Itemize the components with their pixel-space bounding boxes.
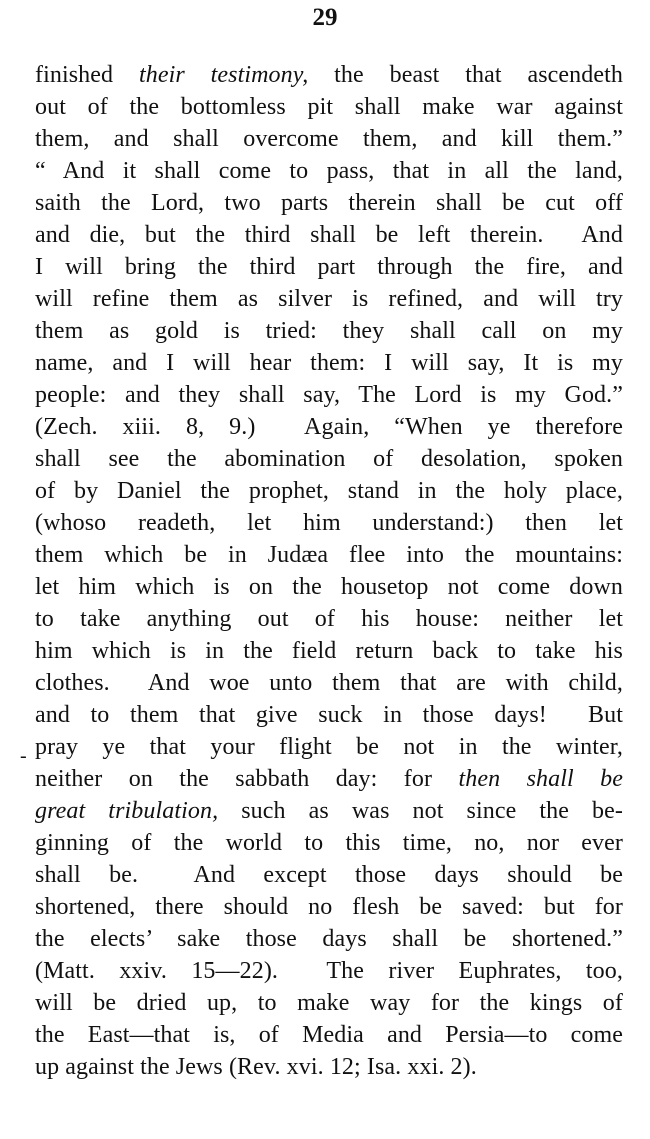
text-segment: “ And it shall come to pass, that in all the land, xyxy=(35,158,623,184)
text-segment: (Matt. xxiv. 15—22). The river Euphrates, too, xyxy=(35,958,623,984)
text-line xyxy=(35,827,623,859)
text-line xyxy=(35,219,623,251)
text-line xyxy=(35,379,623,411)
text-segment: clothes. And woe unto them that are with child, xyxy=(35,670,623,696)
text-segment: pray ye that your flight be not in the winter, xyxy=(35,734,623,760)
text-segment: the elects’ sake those days shall be shortened.” xyxy=(35,926,623,952)
text-segment: the East—that is, of Media and Persia—to come xyxy=(35,1022,623,1048)
text-line xyxy=(35,571,623,603)
text-line xyxy=(35,763,623,795)
text-segment: people: and they shall say, The Lord is my God.” xyxy=(35,382,623,408)
text-segment: him which is in the field return back to take his xyxy=(35,638,623,664)
text-line xyxy=(35,1019,623,1051)
text-line xyxy=(35,411,623,443)
text-segment: out of the bottomless pit shall make war against xyxy=(35,94,623,120)
text-segment: them as gold is tried: they shall call on my xyxy=(35,318,623,344)
margin-mark: - xyxy=(20,745,27,767)
text-segment: name, and I will hear them: I will say, It is my xyxy=(35,350,623,376)
text-segment: neither on the sabbath day: for xyxy=(35,766,459,792)
text-line xyxy=(35,795,623,827)
text-line xyxy=(35,315,623,347)
text-segment: will refine them as silver is refined, and will try xyxy=(35,286,623,312)
text-line xyxy=(35,347,623,379)
text-line xyxy=(35,251,623,283)
text-line xyxy=(35,955,623,987)
text-line xyxy=(35,59,623,91)
text-segment: saith the Lord, two parts therein shall be cut off xyxy=(35,190,623,216)
text-line xyxy=(35,699,623,731)
text-segment: shortened, there should no flesh be saved: but for xyxy=(35,894,623,920)
italic-text: great tribulation, xyxy=(35,798,219,824)
text-segment: finished xyxy=(35,62,139,88)
text-segment: ginning of the world to this time, no, nor ever xyxy=(35,830,623,856)
text-line xyxy=(35,731,623,763)
text-segment: I will bring the third part through the fire, and xyxy=(35,254,623,280)
text-segment: (Zech. xiii. 8, 9.) Again, “When ye therefore xyxy=(35,414,623,440)
text-line xyxy=(35,155,623,187)
text-segment: of by Daniel the prophet, stand in the holy place, xyxy=(35,478,623,504)
text-line xyxy=(35,987,623,1019)
text-segment: to take anything out of his house: neither let xyxy=(35,606,623,632)
text-line xyxy=(35,859,623,891)
text-line xyxy=(35,635,623,667)
page-number: 29 xyxy=(312,4,338,31)
text-segment: them, and shall overcome them, and kill them.” xyxy=(35,126,623,152)
text-segment: let him which is on the housetop not come down xyxy=(35,574,623,600)
italic-text: then shall be xyxy=(458,766,623,792)
text-line xyxy=(35,443,623,475)
text-line xyxy=(35,923,623,955)
text-segment: and die, but the third shall be left therein. And xyxy=(35,222,623,248)
text-segment: and to them that give suck in those days! But xyxy=(35,702,623,728)
text-line xyxy=(35,123,623,155)
text-line xyxy=(35,539,623,571)
text-segment: will be dried up, to make way for the kings of xyxy=(35,990,623,1016)
text-segment: the beast that ascendeth xyxy=(308,62,623,88)
text-line xyxy=(35,1051,623,1083)
body-text xyxy=(35,59,623,1083)
text-line xyxy=(35,507,623,539)
text-segment: (whoso readeth, let him understand:) then let xyxy=(35,510,623,536)
text-line xyxy=(35,891,623,923)
text-line xyxy=(35,187,623,219)
text-segment: them which be in Judæa flee into the mountains: xyxy=(35,542,623,568)
text-line xyxy=(35,475,623,507)
text-segment: shall see the abomination of desolation, spoken xyxy=(35,446,623,472)
text-segment: up against the Jews (Rev. xvi. 12; Isa. xxi. 2). xyxy=(35,1054,477,1080)
text-line xyxy=(35,283,623,315)
text-line xyxy=(35,603,623,635)
text-line xyxy=(35,667,623,699)
italic-text: their testimony, xyxy=(138,62,309,88)
text-segment: shall be. And except those days should be xyxy=(35,862,623,888)
text-line xyxy=(35,91,623,123)
text-segment: such as was not since the be- xyxy=(218,798,623,824)
